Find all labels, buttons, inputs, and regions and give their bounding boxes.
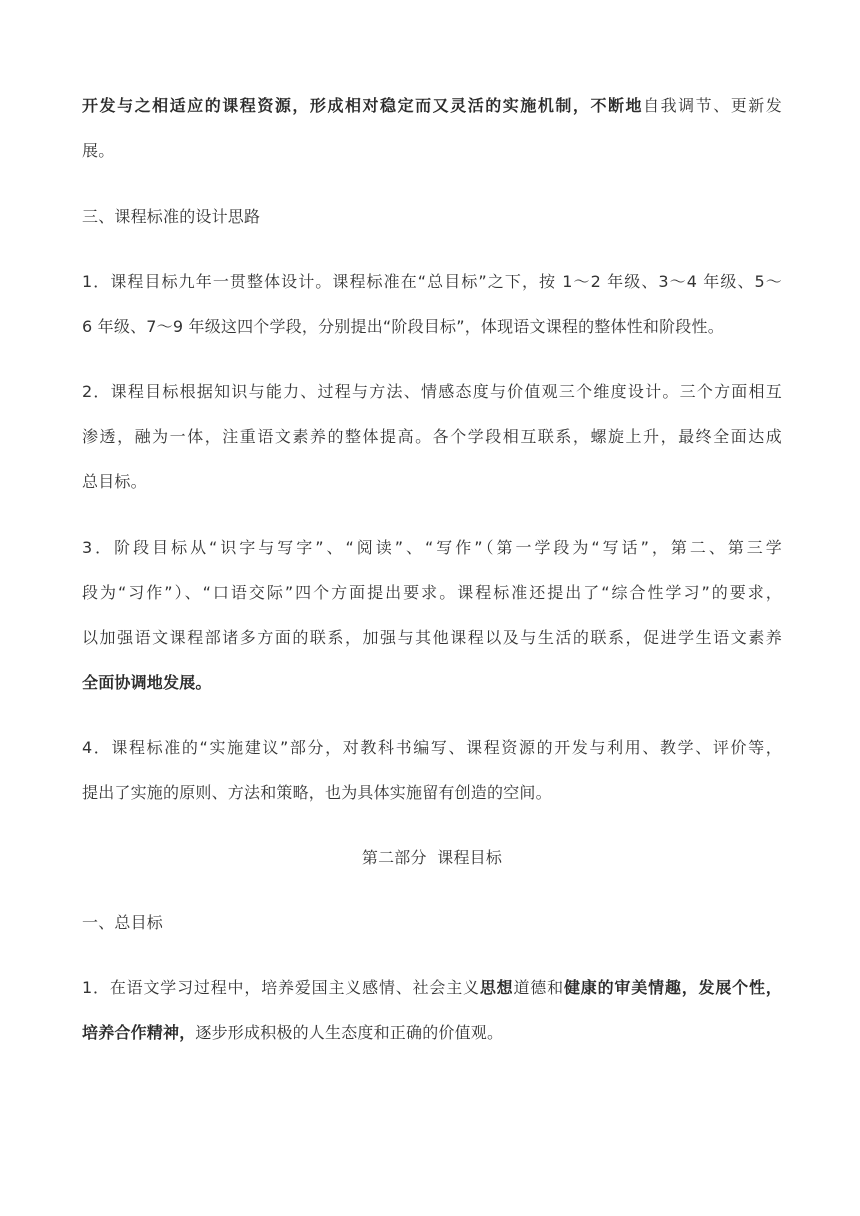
list-item-line: 3．阶段目标从“识字与写字”、“阅读”、“写作”（第一学段为“写话”，第二、第三学 <box>82 538 782 557</box>
text: 道德和 <box>513 978 564 997</box>
part-title: 第二部分 课程目标 <box>361 848 503 867</box>
list-item-line: 提出了实施的原则、方法和策略，也为具体实施留有创造的空间。 <box>82 783 552 802</box>
list-item-line: 1．课程目标九年一贯整体设计。课程标准在“总目标”之下，按 1～2 年级、3～4 年级、5～ <box>82 272 782 291</box>
list-item-line: 2．课程目标根据知识与能力、过程与方法、情感态度与价值观三个维度设计。三个方面相互 <box>82 382 782 401</box>
list-item-line: 段为“习作”）、“口语交际”四个方面提出要求。课程标准还提出了“综合性学习”的要求， <box>82 583 782 602</box>
section-heading: 一、总目标 <box>82 913 164 932</box>
bold-text: 开发与之相适应的课程资源，形成相对稳定而又灵活的实施机制，不断地 <box>82 96 644 115</box>
text: 逐步形成积极的人生态度和正确的价值观。 <box>195 1023 504 1042</box>
list-item-line: 渗透，融为一体，注重语文素养的整体提高。各个学段相互联系，螺旋上升，最终全面达成 <box>82 427 782 446</box>
list-item-line <box>82 976 782 1000</box>
list-item-line: 以加强语文课程部诸多方面的联系，加强与其他课程以及与生活的联系，促进学生语文素养 <box>82 628 782 647</box>
section-heading: 三、课程标准的设计思路 <box>82 207 261 226</box>
list-item-line <box>82 1021 782 1045</box>
paragraph-line: 展。 <box>82 141 115 160</box>
text: 自我调节、更新发 <box>643 96 782 115</box>
list-item-line: 总目标。 <box>82 472 147 491</box>
bold-text: 思想 <box>479 978 514 997</box>
bold-text: 培养合作精神， <box>82 1023 196 1042</box>
list-item-line-bold: 全面协调地发展。 <box>82 673 212 692</box>
list-item-line: 6 年级、7～9 年级这四个学段，分别提出“阶段目标”，体现语文课程的整体性和阶段性。 <box>82 317 724 336</box>
list-item-line: 4．课程标准的“实施建议”部分，对教科书编写、课程资源的开发与利用、教学、评价等， <box>82 738 782 757</box>
text: 1．在语文学习过程中，培养爱国主义感情、社会主义 <box>82 978 480 997</box>
paragraph-line <box>82 94 782 118</box>
bold-text: 健康的审美情趣，发展个性， <box>563 978 782 997</box>
